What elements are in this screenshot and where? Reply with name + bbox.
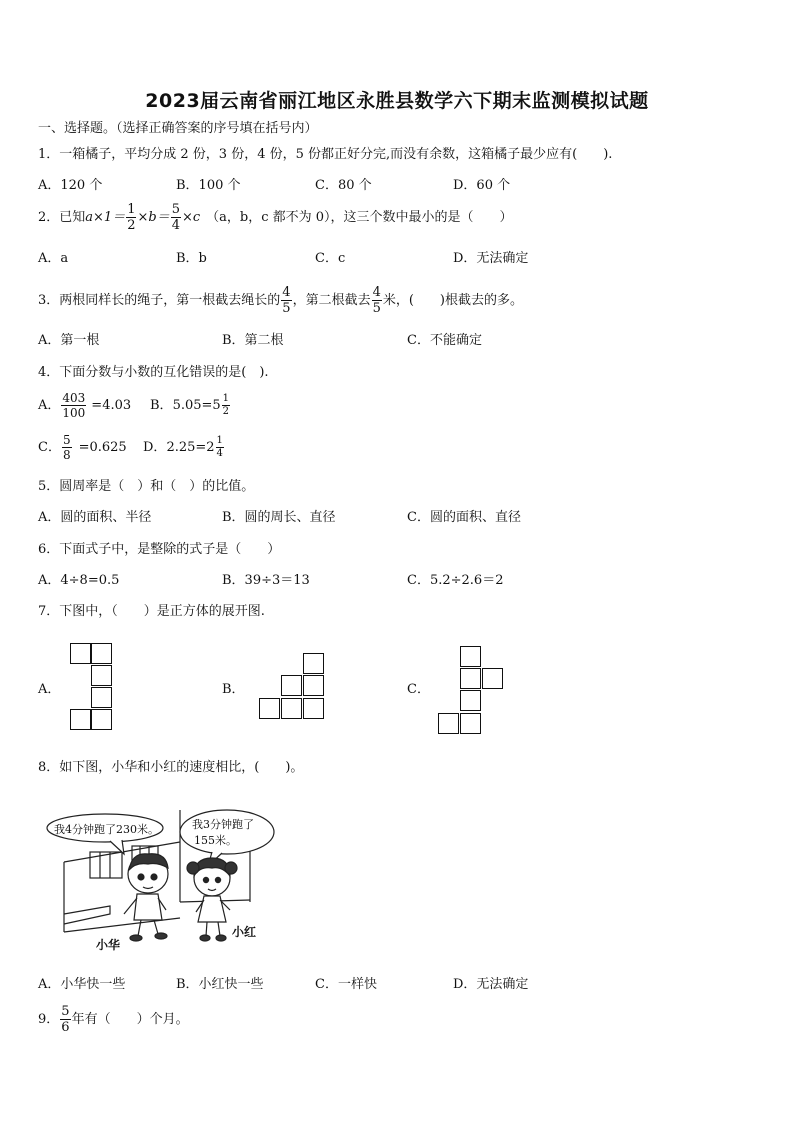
q5-option-a: A．圆的面积、半径 [38,510,152,525]
q2-option-b: B．b [176,251,207,266]
net-square [460,646,481,667]
q3-frac2-den: 5 [372,301,381,316]
question-5: 5．圆周率是（ ）和（ ）的比值。 [38,479,255,494]
net-square [303,653,324,674]
q8-option-d: D．无法确定 [453,977,529,992]
q7-label-c: C． [407,682,430,697]
q4-option-d-label: D． [143,440,167,455]
q7-label-a: A． [38,682,61,697]
bubble-xiaohong-line1: 我3分钟跑了 [192,818,254,831]
q8-illustration [40,802,290,962]
q3-option-a: A．第一根 [38,333,100,348]
q2-option-a: A．a [38,251,69,266]
q2-fraction-1 [126,203,136,232]
q2-expr-c: ×c [181,210,201,225]
net-square [482,668,503,689]
bubble-xiaohong-line2: 155米。 [194,834,237,847]
q2-frac2-den: 4 [171,218,180,233]
q4-d-den: 4 [216,448,223,459]
q4-option-b-fraction [222,394,230,417]
q3-frac2-num: 4 [372,285,381,300]
q5-option-b: B．圆的周长、直径 [222,510,336,525]
q6-option-b: B．39÷3＝13 [222,573,310,588]
q4-c-tail: =0.625 [78,440,127,455]
label-xiaohua: 小华 [96,938,121,952]
q4-option-c-label: C． [38,440,61,455]
q4-option-a-fraction [61,392,86,419]
question-8: 8．如下图，小华和小红的速度相比，( )。 [38,760,304,775]
question-3 [38,286,523,315]
net-square [303,675,324,696]
q2-expr-a: a×1＝ [85,210,126,225]
q3-option-b: B．第二根 [222,333,284,348]
q9-prefix: 9． [38,1012,60,1027]
q4-c-den: 8 [62,448,71,462]
question-9 [38,1005,189,1034]
net-square [460,690,481,711]
q9-frac-den: 6 [61,1020,70,1035]
net-square [460,713,481,734]
q3-part1: 3．两根同样长的绳子，第一根截去绳长的 [38,293,281,308]
q2-fraction-2 [171,203,181,232]
q4-b-lead: 5.05=5 [172,398,221,413]
q2-frac2-num: 5 [171,202,180,217]
q1-option-c: C．80 个 [315,178,372,193]
q1-option-d: D．60 个 [453,178,511,193]
q6-option-a: A．4÷8=0.5 [38,573,120,588]
q4-d-num: 1 [216,435,223,446]
q2-expr-b: ×b＝ [137,210,170,225]
q8-option-c: C．一样快 [315,977,377,992]
net-square [70,709,91,730]
q9-frac-num: 5 [61,1004,70,1019]
q4-option-c [38,434,127,461]
q4-option-a-label: A． [38,398,61,413]
q8-option-a: A．小华快一些 [38,977,126,992]
q4-option-d-fraction [216,436,224,459]
q9-suffix: 年有（ ）个月。 [71,1012,189,1027]
label-xiaohong: 小红 [232,925,257,939]
net-square [91,643,112,664]
q4-a-den: 100 [62,406,86,420]
q2-frac1-num: 1 [127,202,136,217]
q1-option-a: A．120 个 [38,178,103,193]
q7-label-b: B． [222,682,245,697]
net-square [70,643,91,664]
q4-b-num: 1 [222,393,230,404]
net-square [281,675,302,696]
net-square [91,665,112,686]
net-square [259,698,280,719]
page-title: 2023届云南省丽江地区永胜县数学六下期末监测模拟试题 [145,90,649,112]
q3-fraction-2 [372,286,382,315]
q2-option-c: C．c [315,251,346,266]
question-6: 6．下面式子中，是整除的式子是（ ） [38,542,281,557]
q8-option-b: B．小红快一些 [176,977,264,992]
section-heading: 一、选择题。（选择正确答案的序号填在括号内） [38,121,318,136]
q3-frac1-num: 4 [282,285,291,300]
q4-option-b-label: B． [150,398,173,413]
q4-a-num: 403 [62,391,86,405]
q4-option-d [143,436,225,459]
q9-fraction [60,1005,70,1034]
net-square [303,698,324,719]
net-square [281,698,302,719]
net-square [460,668,481,689]
q2-option-d: D．无法确定 [453,251,529,266]
q4-b-den: 2 [222,406,230,417]
net-square [91,709,112,730]
question-7: 7．下图中，（ ）是正方体的展开图. [38,604,265,619]
q3-fraction-1 [281,286,291,315]
bubble-xiaohua: 我4分钟跑了230米。 [54,823,159,836]
net-square [91,687,112,708]
q3-frac1-den: 5 [282,301,291,316]
q4-c-num: 5 [62,433,71,447]
q2-prefix: 2．已知 [38,210,86,225]
q3-part2: ，第二根截去 [292,293,371,308]
q6-option-c: C．5.2÷2.6＝2 [407,573,504,588]
question-1: 1．一箱橘子，平均分成 2 份，3 份，4 份，5 份都正好分完,而没有余数，这箱橘子最少应有( ). [38,147,613,162]
q5-option-c: C．圆的面积、直径 [407,510,521,525]
question-2 [38,203,513,232]
q3-option-c: C．不能确定 [407,333,482,348]
q4-option-c-fraction [62,434,72,461]
q2-frac1-den: 2 [127,218,136,233]
q4-option-a [38,392,131,419]
q3-part3: 米，( )根截去的多。 [382,293,524,308]
q2-suffix: （a，b，c 都不为 0），这三个数中最小的是（ ） [206,210,513,225]
net-square [438,713,459,734]
q4-a-tail: =4.03 [91,398,132,413]
q4-d-lead: 2.25=2 [166,440,215,455]
q4-option-b [150,394,231,417]
question-4: 4．下面分数与小数的互化错误的是( ). [38,365,269,380]
q1-option-b: B．100 个 [176,178,241,193]
